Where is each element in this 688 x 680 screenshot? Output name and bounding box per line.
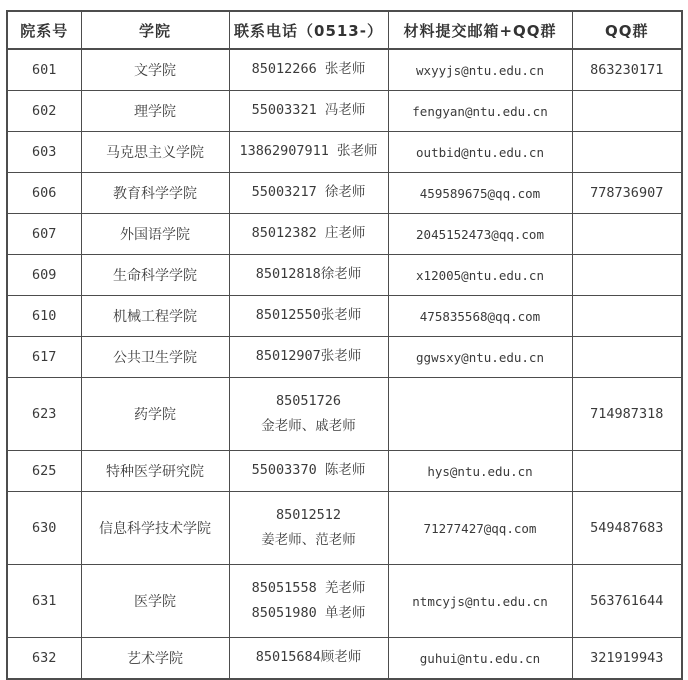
- cell-college: 机械工程学院: [81, 296, 229, 337]
- cell-qq-group: [572, 132, 682, 173]
- cell-qq-group: 863230171: [572, 49, 682, 91]
- phone-line: 85012512: [275, 506, 342, 523]
- cell-college: 马克思主义学院: [81, 132, 229, 173]
- column-header-email: 材料提交邮箱+QQ群: [388, 11, 572, 49]
- table-row: [7, 565, 682, 638]
- cell-phone: [229, 638, 388, 680]
- table-row: [7, 214, 682, 255]
- cell-phone: [229, 337, 388, 378]
- table-row: [7, 296, 682, 337]
- cell-dept-id: 623: [7, 378, 81, 451]
- table-header: [7, 11, 682, 49]
- cell-dept-id: 603: [7, 132, 81, 173]
- phone-line: 85012550张老师: [255, 307, 362, 324]
- table-row: [7, 255, 682, 296]
- table-row: [7, 378, 682, 451]
- cell-email: 459589675@qq.com: [388, 173, 572, 214]
- cell-college: 外国语学院: [81, 214, 229, 255]
- header-row: [7, 11, 682, 49]
- cell-email: fengyan@ntu.edu.cn: [388, 91, 572, 132]
- cell-qq-group: 714987318: [572, 378, 682, 451]
- cell-phone: [229, 173, 388, 214]
- table-row: [7, 492, 682, 565]
- cell-phone: [229, 255, 388, 296]
- table-row: [7, 91, 682, 132]
- phone-line: 85012907张老师: [255, 348, 362, 365]
- phone-line: 姜老师、范老师: [261, 531, 356, 548]
- cell-dept-id: 632: [7, 638, 81, 680]
- phone-line: 金老师、戚老师: [261, 417, 356, 434]
- cell-email: hys@ntu.edu.cn: [388, 451, 572, 492]
- cell-email: x12005@ntu.edu.cn: [388, 255, 572, 296]
- table-row: [7, 49, 682, 91]
- cell-email: wxyyjs@ntu.edu.cn: [388, 49, 572, 91]
- cell-dept-id: 625: [7, 451, 81, 492]
- column-header-dept-id: 院系号: [7, 11, 81, 49]
- phone-line: 55003321 冯老师: [251, 102, 366, 119]
- cell-phone: [229, 492, 388, 565]
- cell-email: guhui@ntu.edu.cn: [388, 638, 572, 680]
- cell-qq-group: 563761644: [572, 565, 682, 638]
- cell-dept-id: 630: [7, 492, 81, 565]
- contact-table: [6, 10, 683, 680]
- cell-dept-id: 602: [7, 91, 81, 132]
- cell-qq-group: 321919943: [572, 638, 682, 680]
- cell-qq-group: [572, 451, 682, 492]
- contact-table-container: [6, 10, 683, 680]
- cell-qq-group: [572, 214, 682, 255]
- cell-college: 特种医学研究院: [81, 451, 229, 492]
- phone-line: 85012818徐老师: [255, 266, 362, 283]
- table-row: [7, 451, 682, 492]
- cell-phone: [229, 132, 388, 173]
- cell-dept-id: 617: [7, 337, 81, 378]
- cell-qq-group: [572, 91, 682, 132]
- cell-email: ntmcyjs@ntu.edu.cn: [388, 565, 572, 638]
- cell-phone: [229, 49, 388, 91]
- cell-college: 艺术学院: [81, 638, 229, 680]
- cell-college: 药学院: [81, 378, 229, 451]
- phone-line: 85051980 单老师: [251, 604, 366, 621]
- phone-line: 85051558 羌老师: [251, 579, 366, 596]
- column-header-phone: 联系电话（0513-）: [229, 11, 388, 49]
- cell-college: 信息科学技术学院: [81, 492, 229, 565]
- cell-email: 475835568@qq.com: [388, 296, 572, 337]
- cell-qq-group: [572, 296, 682, 337]
- phone-line: 85012266 张老师: [251, 61, 366, 78]
- cell-dept-id: 607: [7, 214, 81, 255]
- cell-college: 文学院: [81, 49, 229, 91]
- cell-dept-id: 631: [7, 565, 81, 638]
- cell-college: 教育科学学院: [81, 173, 229, 214]
- cell-email: 2045152473@qq.com: [388, 214, 572, 255]
- cell-email: 71277427@qq.com: [388, 492, 572, 565]
- cell-college: 理学院: [81, 91, 229, 132]
- cell-dept-id: 609: [7, 255, 81, 296]
- phone-line: 13862907911 张老师: [239, 143, 378, 160]
- cell-phone: [229, 565, 388, 638]
- table-row: [7, 337, 682, 378]
- cell-dept-id: 610: [7, 296, 81, 337]
- table-row: [7, 638, 682, 680]
- phone-line: 85012382 庄老师: [251, 225, 366, 242]
- cell-qq-group: [572, 255, 682, 296]
- cell-college: 生命科学学院: [81, 255, 229, 296]
- cell-college: 医学院: [81, 565, 229, 638]
- table-row: [7, 132, 682, 173]
- cell-email: outbid@ntu.edu.cn: [388, 132, 572, 173]
- cell-email: [388, 378, 572, 451]
- cell-phone: [229, 214, 388, 255]
- cell-phone: [229, 451, 388, 492]
- phone-line: 85015684顾老师: [255, 649, 362, 666]
- cell-phone: [229, 296, 388, 337]
- cell-dept-id: 606: [7, 173, 81, 214]
- column-header-qq-group: QQ群: [572, 11, 682, 49]
- phone-line: 85051726: [275, 392, 342, 409]
- cell-qq-group: [572, 337, 682, 378]
- cell-qq-group: 778736907: [572, 173, 682, 214]
- cell-qq-group: 549487683: [572, 492, 682, 565]
- cell-phone: [229, 378, 388, 451]
- cell-dept-id: 601: [7, 49, 81, 91]
- table-body: [7, 49, 682, 679]
- phone-line: 55003217 徐老师: [251, 184, 366, 201]
- cell-college: 公共卫生学院: [81, 337, 229, 378]
- phone-line: 55003370 陈老师: [251, 462, 366, 479]
- column-header-college: 学院: [81, 11, 229, 49]
- cell-phone: [229, 91, 388, 132]
- table-row: [7, 173, 682, 214]
- cell-email: ggwsxy@ntu.edu.cn: [388, 337, 572, 378]
